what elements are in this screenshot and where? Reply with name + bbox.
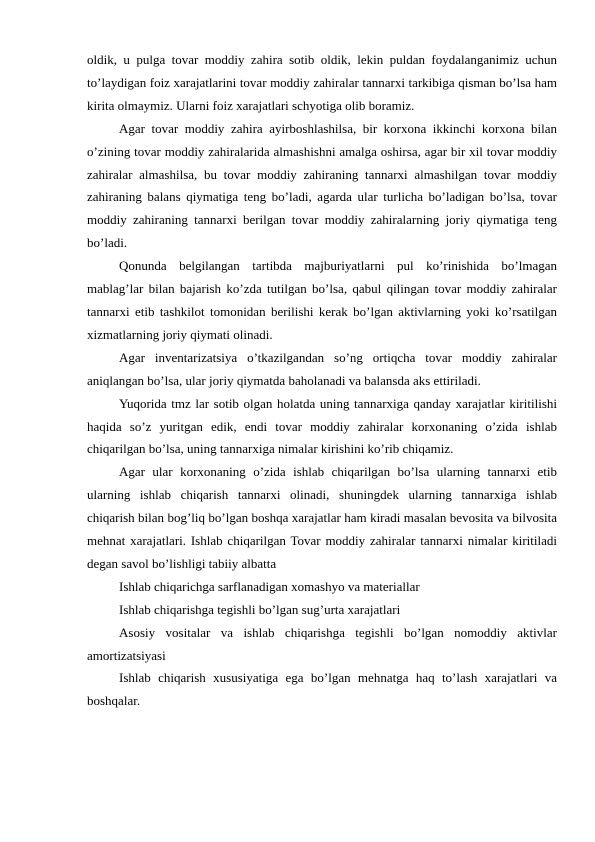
- paragraph-exchange: Agar tovar moddiy zahira ayirboshlashilsa, bir korxona ikkinchi korxona bilan o’zining tovar moddiy zahiralarida almashishni amalga oshirsa, agar bir xil tovar moddiy zahiralar almashilsa, bu tovar moddiy zahiraning tannarxi almashilgan tovar moddiy zahiraning balans qiymatiga teng bo’ladi, agarda ular turlicha bo’ladigan bo’lsa, tovar moddiy zahiraning tannarxi berilgan tovar moddiy zahiralarning joriy qiymatiga teng bo’ladi.: [87, 120, 557, 251]
- paragraph-non-monetary: Qonunda belgilangan tartibda majburiyatlarni pul ko’rinishida bo’lmagan mablag’lar bilan bajarish ko’zda tutilgan bo’lsa, qabul qilingan tovar moddiy zahiralar tannarxi etib tashkilot tomonidan berilishi kerak bo’lgan aktivlarning yoki ko’rsatilgan xizmatlarning joriy qiymati olinadi.: [87, 258, 557, 342]
- paragraph-self-produced-intro: Yuqorida tmz lar sotib olgan holatda uning tannarxiga qanday xarajatlar kiritilishi haqida so’z yuritgan edik, endi tovar moddiy zahiralar korxonaning o’zida ishlab chiqarilgan bo’lsa, uning tannarxiga nimalar kirishini ko’rib chiqamiz.: [87, 395, 557, 457]
- list-item-amortization: Asosiy vositalar va ishlab chiqarishga tegishli bo’lgan nomoddiy aktivlar amortizatsiyasi: [87, 624, 557, 663]
- list-item-insurance: Ishlab chiqarishga tegishli bo’lgan sug’urta xarajatlari: [119, 601, 401, 617]
- list-item-raw-materials: Ishlab chiqarichga sarflanadigan xomashyo va materiallar: [119, 578, 420, 594]
- list-item-labor-costs: Ishlab chiqarish xususiyatiga ega bo’lgan mehnatga haq to’lash xarajatlari va boshqalar.: [87, 670, 557, 709]
- paragraph-production-cost: Agar ular korxonaning o’zida ishlab chiqarilgan bo’lsa ularning tannarxi etib ularning ishlab chiqarish tannarxi olinadi, shuningdek ularning tannarxiga ishlab chiqarish bilan bog’liq bo’lgan boshqa xarajatlar ham kiradi masalan bevosita va bilvosita mehnat xarajatlari. Ishlab chiqarilgan Tovar moddiy zahiralar tannarxi nimalar kiritiladi degan savol bo’lishligi tabiiy albatta: [87, 464, 557, 571]
- paragraph-continuation: oldik, u pulga tovar moddiy zahira sotib oldik, lekin puldan foydalanganimiz uchun to’laydigan foiz xarajatlarini tovar moddiy zahiralar tannarxi tarkibiga qisman bo’lsa ham kirita olmaymiz. Ularni foiz xarajatlari schyotiga olib boramiz.: [87, 52, 557, 113]
- document-page: [87, 49, 557, 713]
- paragraph-inventory-surplus: Agar inventarizatsiya o’tkazilgandan so’ng ortiqcha tovar moddiy zahiralar aniqlangan bo’lsa, ular joriy qiymatda baholanadi va balansda aks ettiriladi.: [87, 349, 557, 388]
